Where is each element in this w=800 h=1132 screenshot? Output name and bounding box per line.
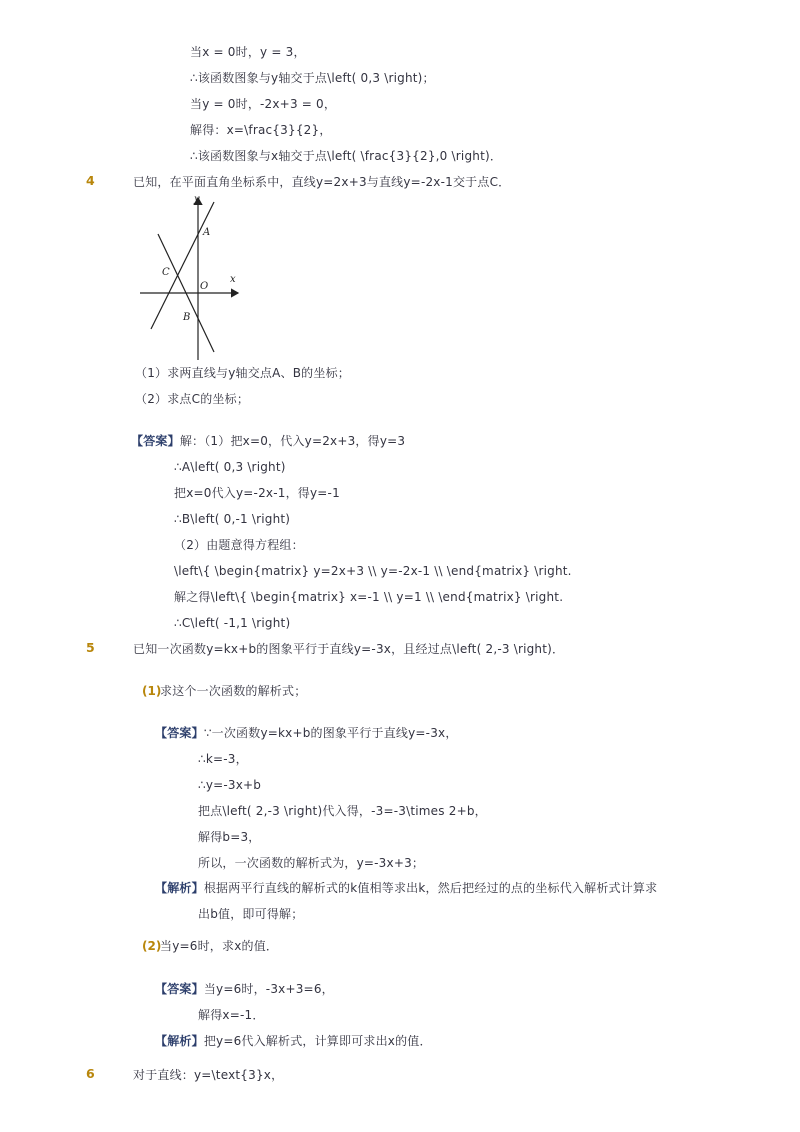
analysis-line: [155, 1033, 432, 1049]
analysis-text: 把y=6代入解析式，计算即可求出x的值．: [203, 1034, 432, 1048]
answer-line: 解得b=3，: [198, 830, 261, 844]
answer-line: 把x=0代入y=-2x-1，得y=-1: [174, 486, 340, 500]
solution-line: 当y = 0时，-2x+3 = 0，: [190, 97, 337, 111]
two-lines-graph: [132, 190, 248, 365]
point-c-label: C: [162, 267, 170, 278]
question-number: 4: [86, 173, 95, 188]
answer-line: ∴y=-3x+b: [198, 778, 262, 792]
x-axis-label: x: [230, 274, 236, 285]
answer-tag: 【答案】: [131, 434, 180, 448]
answer-line: ∴k=-3，: [198, 752, 248, 766]
answer-tag: 【答案】: [155, 726, 204, 740]
answer-text: ∵一次函数y=kx+b的图象平行于直线y=-3x，: [203, 726, 458, 740]
analysis-tag: 【解析】: [155, 1034, 204, 1048]
answer-line: [155, 725, 458, 741]
analysis-tag: 【解析】: [155, 881, 204, 895]
answer-line: 解之得\left\{ \begin{matrix} x=-1 \\ y=1 \\ \end{matrix} \right.: [174, 590, 564, 604]
subquestion-number: (1): [142, 684, 162, 698]
coordinate-figure: [132, 190, 248, 365]
question-part: （2）求点C的坐标；: [135, 392, 250, 406]
subquestion-text: 当y=6时，求x的值．: [160, 939, 279, 953]
solution-line: 解得：x=\frac{3}{2}，: [190, 123, 332, 137]
point-a-label: A: [203, 227, 211, 238]
question-stem: 已知一次函数y=kx+b的图象平行于直线y=-3x，且经过点\left( 2,-3 \right)．: [133, 642, 565, 656]
answer-line: 把点\left( 2,-3 \right)代入得，-3=-3\times 2+b，: [198, 804, 487, 818]
answer-line: （2）由题意得方程组：: [174, 538, 304, 552]
analysis-line: 出b值，即可得解；: [198, 907, 304, 921]
answer-text: 解：（1）把x=0，代入y=2x+3，得y=3: [179, 434, 406, 448]
answer-line: 所以，一次函数的解析式为，y=-3x+3；: [198, 856, 425, 870]
subquestion-number: (2): [142, 939, 162, 953]
solution-line: ∴该函数图象与y轴交于点\left( 0,3 \right)；: [190, 71, 435, 85]
question-stem: 对于直线：y=\text{3}x，: [133, 1068, 284, 1082]
question-part: （1）求两直线与y轴交点A、B的坐标；: [135, 366, 350, 380]
analysis-line: [155, 880, 657, 896]
answer-tag: 【答案】: [155, 982, 204, 996]
answer-line: ∴A\left( 0,3 \right): [174, 460, 286, 474]
y-axis-label: y: [194, 194, 200, 205]
analysis-text: 根据两平行直线的解析式的k值相等求出k，然后把经过的点的坐标代入解析式计算求: [203, 881, 658, 895]
solution-line: ∴该函数图象与x轴交于点\left( \frac{3}{2},0 \right)．: [190, 149, 503, 163]
line-y-2x-plus-3: [151, 202, 214, 329]
answer-line: 解得x=-1．: [198, 1008, 265, 1022]
origin-label: O: [200, 281, 209, 292]
answer-text: 当y=6时，-3x+3=6，: [203, 982, 334, 996]
point-b-label: B: [183, 312, 191, 323]
question-number: 5: [86, 640, 95, 655]
answer-line: [131, 433, 405, 449]
answer-line: [155, 981, 334, 997]
answer-line: ∴B\left( 0,-1 \right): [174, 512, 291, 526]
question-number: 6: [86, 1066, 95, 1081]
answer-line: ∴C\left( -1,1 \right): [174, 616, 291, 630]
subquestion-text: 求这个一次函数的解析式；: [160, 684, 307, 698]
solution-line: 当x = 0时，y = 3，: [190, 45, 306, 59]
answer-line: \left\{ \begin{matrix} y=2x+3 \\ y=-2x-1 \\ \end{matrix} \right.: [174, 564, 572, 578]
question-stem: 已知，在平面直角坐标系中，直线y=2x+3与直线y=-2x-1交于点C．: [133, 175, 511, 189]
